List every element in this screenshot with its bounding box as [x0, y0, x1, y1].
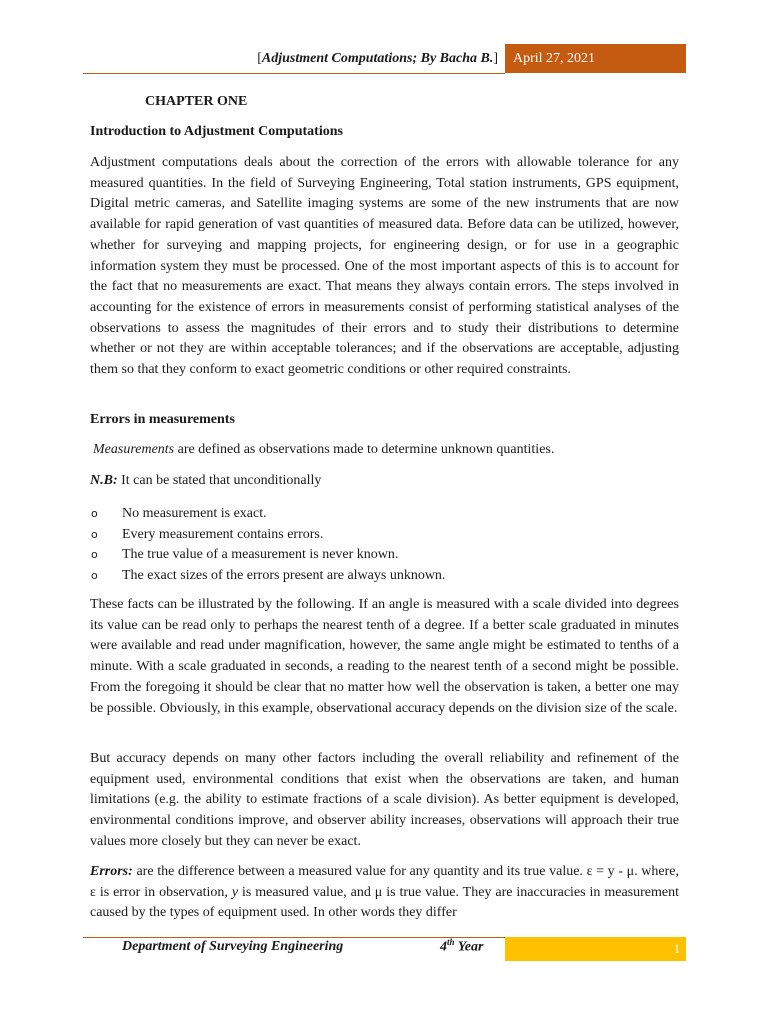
bullet-glyph: o [91, 507, 98, 520]
chapter-title: CHAPTER ONE [145, 94, 248, 109]
errors-term: Errors: [90, 864, 133, 879]
errors-heading: Errors in measurements [90, 412, 235, 427]
errors-definition: Errors: are the difference between a measured value for any quantity and its true value. ε = y - μ. where, ε is error in observation, y is measured value, and μ is true value. They are inaccuracies in measurement caused by the types of equipment used. In other words they differ [90, 864, 679, 921]
accuracy-paragraph: But accuracy depends on many other factors including the overall reliability and refinement of the equipment used, environmental conditions that exist when the observations are taken, and human limitations (e.g. the ability to estimate fractions of a scale division). As better equipment is developed, environmental conditions improve, and observer ability increases, observations will approach their true values more closely but they can never be exact. [90, 751, 679, 849]
header-title: [Adjustment Computations; By Bacha B.] [257, 51, 498, 66]
intro-paragraph: Adjustment computations deals about the correction of the errors with allowable tolerance for any measured quantities. In the field of Surveying Engineering, Total station instruments, GPS equipment, Digital metric cameras, and Satellite imaging systems are some of the new instruments that are now available for rapid generation of vast quantities of measured data. Before data can be utilized, however, whether for surveying and mapping projects, for engineering design, or for use in a geographic information system they must be processed. One of the most important aspects of this is to account for the fact that no measurements are exact. That means they always contain errors. The steps involved in accounting for the existence of errors in measurements consist of performing statistical analyses of the observations to assess the magnitudes of their errors and to study their distributions to determine whether or not they are within acceptable tolerances; and if the observations are acceptable, adjusting them so that they conform to exact geometric conditions or other required constraints. [90, 155, 679, 378]
list-item: o The exact sizes of the errors present are always unknown. [90, 566, 445, 587]
list-item: o Every measurement contains errors. [90, 525, 445, 546]
footer-department: Department of Surveying Engineering [122, 939, 344, 954]
list-item: o No measurement is exact. [90, 504, 445, 525]
list-item: o The true value of a measurement is never known. [90, 545, 445, 566]
bullet-glyph: o [91, 548, 98, 562]
intro-heading: Introduction to Adjustment Computations [90, 124, 343, 139]
bullet-glyph: o [91, 569, 98, 583]
footer-year: 4th Year [440, 937, 484, 955]
header-divider [83, 73, 505, 74]
measurements-definition: Measurements are defined as observations made to determine unknown quantities. [93, 442, 555, 457]
nb-note: N.B: It can be stated that unconditionally [90, 473, 322, 488]
measurements-term: Measurements [93, 442, 175, 457]
bullet-glyph: o [91, 527, 98, 541]
facts-list [90, 504, 445, 587]
facts-paragraph: These facts can be illustrated by the following. If an angle is measured with a scale divided into degrees its value can be read only to perhaps the nearest tenth of a degree. If a better scale graduated in minutes were available and read under magnification, however, the same angle might be estimated to tenths of a minute. With a scale graduated in seconds, a reading to the nearest tenth of a second might be possible. From the foregoing it should be clear that no matter how well the observation is taken, a better one may be possible. Obviously, in this example, observational accuracy depends on the division size of the scale. [90, 597, 679, 716]
nb-label: N.B: [90, 473, 118, 488]
header-date: April 27, 2021 [505, 44, 686, 73]
page-number: 1 [505, 937, 686, 961]
